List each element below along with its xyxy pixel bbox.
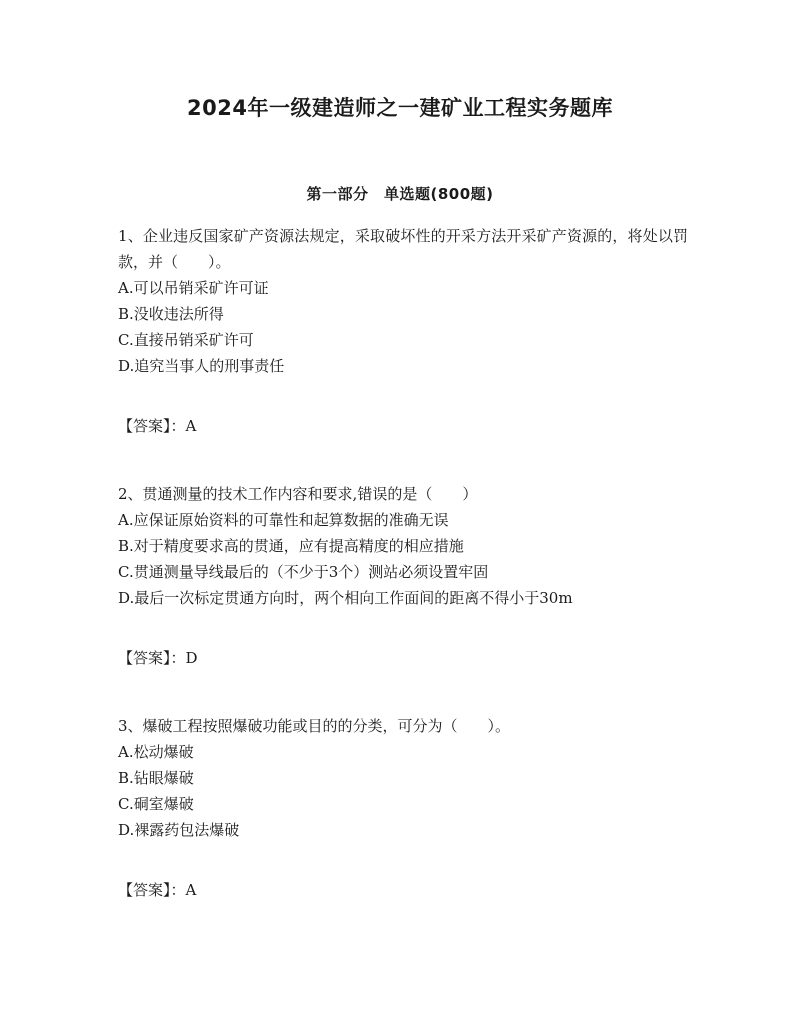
question-2 [118, 481, 688, 611]
option-a: A.应保证原始资料的可靠性和起算数据的准确无误 [118, 511, 449, 529]
question-stem: 1、企业违反国家矿产资源法规定，采取破坏性的开采方法开采矿产资源的，将处以罚款，并（ ）。 [118, 227, 688, 271]
option-c: C.直接吊销采矿许可 [118, 331, 254, 349]
option-b: B.对于精度要求高的贯通，应有提高精度的相应措施 [118, 537, 464, 555]
option-a: A.松动爆破 [118, 743, 194, 761]
option-d: D.最后一次标定贯通方向时，两个相向工作面间的距离不得小于30m [118, 589, 573, 607]
answer-2: 【答案】：D [118, 649, 198, 667]
section-heading: 第一部分 单选题(800题) [306, 185, 494, 203]
question-3 [118, 713, 688, 843]
option-b: B.钻眼爆破 [118, 769, 194, 787]
option-c: C.贯通测量导线最后的（不少于3个）测站必须设置牢固 [118, 563, 489, 581]
answer-3: 【答案】：A [118, 881, 197, 899]
question-1 [118, 223, 688, 379]
answer-1: 【答案】：A [118, 417, 197, 435]
document-title: 2024年一级建造师之一建矿业工程实务题库 [187, 96, 613, 120]
option-d: D.裸露药包法爆破 [118, 821, 240, 839]
question-stem: 2、贯通测量的技术工作内容和要求,错误的是（ ） [118, 485, 478, 503]
option-d: D.追究当事人的刑事责任 [118, 357, 285, 375]
option-c: C.硐室爆破 [118, 795, 194, 813]
question-stem: 3、爆破工程按照爆破功能或目的的分类，可分为（ ）。 [118, 717, 511, 735]
option-b: B.没收违法所得 [118, 305, 224, 323]
option-a: A.可以吊销采矿许可证 [118, 279, 269, 297]
